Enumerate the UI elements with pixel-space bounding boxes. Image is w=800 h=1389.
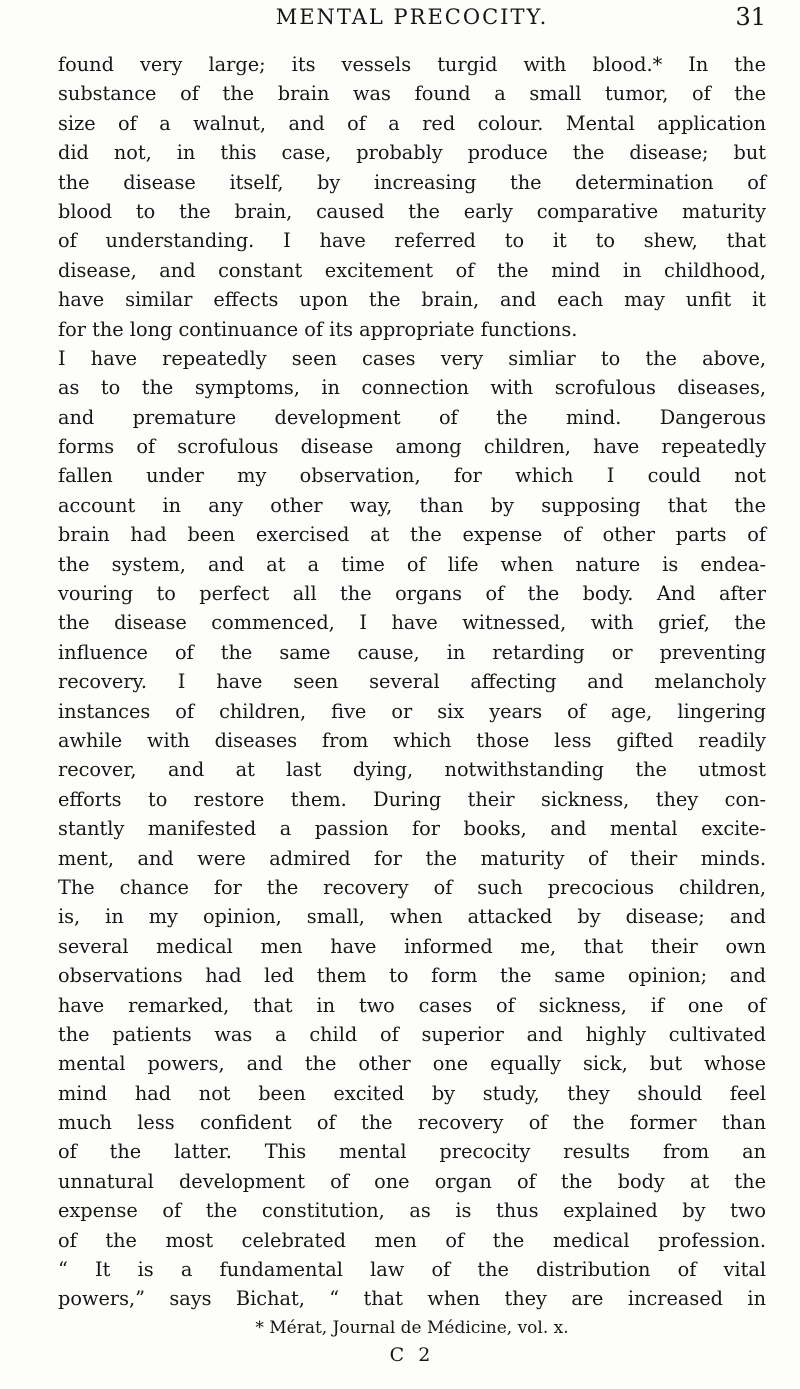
text-line: expense of the constitution, as is thus explained by two [58,1199,766,1223]
text-line: size of a walnut, and of a red colour. Mental application [58,111,766,135]
text-line: the disease itself, by increasing the determination of [58,170,766,194]
footnote: * Mérat, Journal de Médicine, vol. x. [255,1318,569,1338]
text-line: efforts to restore them. During their sickness, they con- [58,787,766,811]
text-line: powers,” says Bichat, “ that when they are increased in [58,1287,766,1311]
text-line: is, in my opinion, small, when attacked by disease; and [58,905,766,929]
text-line: stantly manifested a passion for books, and mental excite- [58,817,766,841]
text-line: as to the symptoms, in connection with scrofulous diseases, [58,376,766,400]
text-line: “ It is a fundamental law of the distribution of vital [58,1258,766,1282]
running-head [58,2,766,32]
text-line: the system, and at a time of life when nature is endea- [58,552,766,576]
text-line: instances of children, five or six years of age, lingering [58,699,766,723]
text-line: have remarked, that in two cases of sickness, if one of [58,993,766,1017]
text-line: and premature development of the mind. Dangerous [58,405,766,429]
text-line: observations had led them to form the same opinion; and [58,964,766,988]
text-line: unnatural development of one organ of the body at the [58,1169,766,1193]
text-line: recovery. I have seen several affecting and melancholy [58,670,766,694]
text-line: mind had not been excited by study, they should feel [58,1081,766,1105]
text-line: mental powers, and the other one equally sick, but whose [58,1052,766,1076]
text-line: of understanding. I have referred to it to shew, that [58,229,766,253]
text-line: recover, and at last dying, notwithstanding the utmost [58,758,766,782]
text-line: of the latter. This mental precocity results from an [58,1140,766,1164]
text-line: The chance for the recovery of such precocious children, [58,875,766,899]
text-line: the disease commenced, I have witnessed, with grief, the [58,611,766,635]
text-line: several medical men have informed me, that their own [58,934,766,958]
text-line: brain had been exercised at the expense of other parts of [58,523,766,547]
text-line: have similar effects upon the brain, and each may unfit it [58,288,766,312]
text-line: vouring to perfect all the organs of the body. And after [58,582,766,606]
text-line: found very large; its vessels turgid with blood.* In the [58,53,766,76]
page-number: 31 [735,3,766,31]
text-line: awhile with diseases from which those less gifted readily [58,728,766,752]
running-title: MENTAL PRECOCITY. [275,5,549,29]
text-line: fallen under my observation, for which I could not [58,464,766,488]
text-line: I have repeatedly seen cases very simliar to the above, [58,346,766,370]
text-line: did not, in this case, probably produce the disease; but [58,141,766,165]
text-line: ment, and were admired for the maturity of their minds. [58,846,766,870]
text-line: influence of the same cause, in retarding or preventing [58,640,766,664]
text-line: forms of scrofulous disease among children, have repeatedly [58,435,766,459]
text-line: for the long continuance of its appropriate functions. [58,317,578,341]
text-line: disease, and constant excitement of the mind in childhood, [58,258,766,282]
text-line: substance of the brain was found a small tumor, of the [58,82,766,106]
body-text [58,50,766,1314]
text-line: of the most celebrated men of the medical profession. [58,1228,766,1252]
text-line: the patients was a child of superior and highly cultivated [58,1022,766,1046]
text-line: account in any other way, than by supposing that the [58,493,766,517]
signature-mark: C 2 [389,1344,435,1366]
text-line: blood to the brain, caused the early comparative maturity [58,199,766,223]
text-line: much less confident of the recovery of the former than [58,1111,766,1135]
